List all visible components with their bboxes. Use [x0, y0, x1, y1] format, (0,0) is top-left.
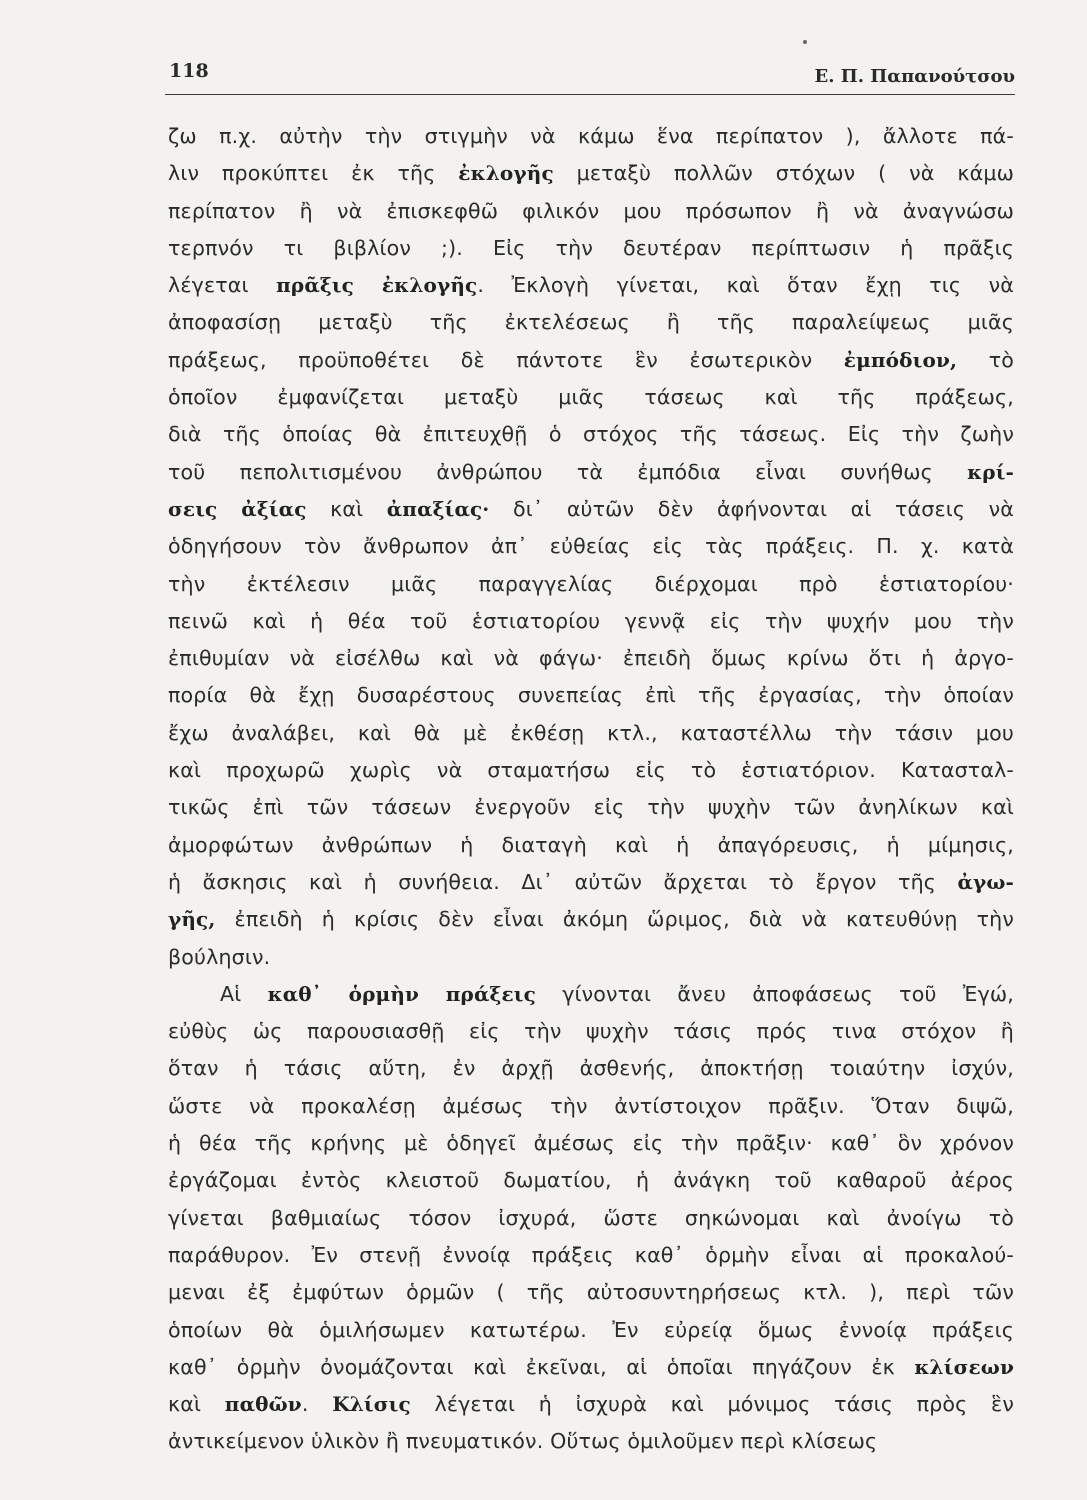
- text-line: [168, 1237, 1014, 1274]
- bold-term: ἀγω-: [957, 869, 1014, 894]
- text-span: διὰ τῆς ὁποίας θὰ ἐπιτευχθῇ ὁ στόχος τῆς τάσεως. Εἰς τὴν ζωὴν: [168, 422, 1014, 447]
- text-span: καὶ: [168, 1392, 225, 1417]
- text-span: πεινῶ καὶ ἡ θέα τοῦ ἑστιατορίου γεννᾷ εἰς τὴν ψυχήν μου τὴν: [168, 608, 1014, 633]
- text-line: [168, 491, 1014, 528]
- text-span: ὅταν ἡ τάσις αὕτη, ἐν ἀρχῇ ἀσθενής, ἀποκτήσῃ τοιαύτην ἰσχύν,: [168, 1056, 1014, 1081]
- text-line: [168, 827, 1014, 864]
- bold-term: καθ᾽ ὁρμὴν πράξεις: [267, 981, 536, 1006]
- text-span: τὴν ἐκτέλεσιν μιᾶς παραγγελίας διέρχομαι πρὸ ἑστιατορίου·: [168, 571, 1014, 596]
- text-span: ζω π.χ. αὐτὴν τὴν στιγμὴν νὰ κάμω ἕνα περίπατον ), ἄλλοτε πά-: [168, 124, 1014, 148]
- bold-term: πρᾶξις ἐκλογῆς: [276, 273, 478, 298]
- page-number: 118: [169, 60, 209, 82]
- text-span: καὶ προχωρῶ χωρὶς νὰ σταματήσω εἰς τὸ ἑστιατόριον. Κατασταλ-: [168, 758, 1014, 783]
- bold-term: παθῶν: [224, 1392, 302, 1417]
- text-line: [168, 1013, 1014, 1050]
- text-line: [168, 1312, 1014, 1349]
- text-span: γίνεται βαθμιαίως τόσον ἰσχυρά, ὥστε σηκώνομαι καὶ ἀνοίγω τὸ: [168, 1205, 1014, 1230]
- text-line: [168, 677, 1014, 714]
- text-line: [168, 379, 1014, 416]
- text-line: [168, 267, 1014, 304]
- bold-term: Κλίσις: [332, 1392, 411, 1417]
- bold-term: κρί-: [967, 459, 1014, 484]
- running-head-author: Ε. Π. Παπανούτσου: [814, 66, 1015, 87]
- text-line: [168, 1386, 1014, 1423]
- text-span: . Ἐκλογὴ γίνεται, καὶ ὅταν ἔχῃ τις νὰ: [477, 273, 1014, 298]
- text-line: [168, 342, 1014, 379]
- text-span: τικῶς ἐπὶ τῶν τάσεων ἐνεργοῦν εἰς τὴν ψυχὴν τῶν ἀνηλίκων καὶ: [168, 795, 1014, 820]
- text-span: μεταξὺ πολλῶν στόχων ( νὰ κάμω: [553, 161, 1014, 186]
- text-span: λιν προκύπτει ἐκ τῆς: [168, 161, 459, 186]
- text-line: [168, 640, 1014, 677]
- print-speck: [803, 40, 807, 44]
- text-span: .: [301, 1392, 333, 1417]
- text-line: [168, 1423, 1014, 1460]
- text-span: ὁποίων θὰ ὁμιλήσωμεν κατωτέρω. Ἐν εὐρείᾳ ὅμως ἐννοίᾳ πράξεις: [168, 1317, 1014, 1342]
- text-line: [168, 193, 1014, 230]
- text-span: περίπατον ἢ νὰ ἐπισκεφθῶ φιλικόν μου πρόσωπον ἢ νὰ ἀναγνώσω: [168, 198, 1014, 223]
- text-line: [168, 715, 1014, 752]
- text-span: πράξεως, προϋποθέτει δὲ πάντοτε ἓν ἐσωτερικὸν: [168, 347, 844, 372]
- text-span: δι᾽ αὐτῶν δὲν ἀφήνονται αἱ τάσεις νὰ: [489, 496, 1014, 521]
- text-line: [168, 864, 1014, 901]
- text-span: ἐργάζομαι ἐντὸς κλειστοῦ δωματίου, ἡ ἀνάγκη τοῦ καθαροῦ ἀέρος: [168, 1168, 1014, 1193]
- text-span: ἀντικείμενον ὑλικὸν ἢ πνευματικόν. Οὕτως ὁμιλοῦμεν περὶ κλίσεως: [168, 1429, 878, 1454]
- text-line: [168, 155, 1014, 192]
- text-line: [168, 1200, 1014, 1237]
- text-line: [168, 230, 1014, 267]
- page-header: [165, 60, 1015, 95]
- text-span: ἀμορφώτων ἀνθρώπων ἡ διαταγὴ καὶ ἡ ἀπαγόρευσις, ἡ μίμησις,: [168, 832, 1014, 857]
- text-line: [168, 1349, 1014, 1386]
- body-text: [168, 118, 1014, 1461]
- text-line: [168, 789, 1014, 826]
- bold-term: κλίσεων: [914, 1354, 1014, 1379]
- text-line: [168, 1088, 1014, 1125]
- text-line: [168, 976, 1014, 1013]
- text-span: ὁποῖον ἐμφανίζεται μεταξὺ μιᾶς τάσεως καὶ τῆς πράξεως,: [168, 385, 1014, 410]
- text-span: ἡ θέα τῆς κρήνης μὲ ὁδηγεῖ ἀμέσως εἰς τὴν πρᾶξιν· καθ᾽ ὃν χρόνον: [168, 1131, 1014, 1156]
- text-span: παράθυρον. Ἐν στενῇ ἐννοίᾳ πράξεις καθ᾽ ὁρμὴν εἶναι αἱ προκαλού-: [168, 1242, 1014, 1267]
- text-span: καθ᾽ ὁρμὴν ὀνομάζονται καὶ ἐκεῖναι, αἱ ὁποῖαι πηγάζουν ἐκ: [168, 1354, 915, 1379]
- text-span: ἔχω ἀναλάβει, καὶ θὰ μὲ ἐκθέσῃ κτλ., καταστέλλω τὴν τάσιν μου: [168, 720, 1014, 745]
- text-span: πορία θὰ ἔχῃ δυσαρέστους συνεπείας ἐπὶ τῆς ἐργασίας, τὴν ὁποίαν: [168, 683, 1014, 708]
- text-span: καὶ: [306, 496, 387, 521]
- text-span: ἀποφασίσῃ μεταξὺ τῆς ἐκτελέσεως ἢ τῆς παραλείψεως μιᾶς: [168, 310, 1014, 335]
- text-span: γίνονται ἄνευ ἀποφάσεως τοῦ Ἐγώ,: [535, 981, 1015, 1006]
- text-span: τερπνόν τι βιβλίον ;). Εἰς τὴν δευτέραν περίπτωσιν ἡ πρᾶξις: [168, 235, 1014, 260]
- text-line: [168, 454, 1014, 491]
- text-line: [168, 1274, 1014, 1311]
- text-span: ἐπιθυμίαν νὰ εἰσέλθω καὶ νὰ φάγω· ἐπειδὴ ὅμως κρίνω ὅτι ἡ ἀργο-: [168, 646, 1014, 671]
- text-span: ὁδηγήσουν τὸν ἄνθρωπον ἀπ᾽ εὐθείας εἰς τὰς πράξεις. Π. χ. κατὰ: [168, 534, 1014, 559]
- text-span: λέγεται: [168, 273, 277, 298]
- text-span: ἐπειδὴ ἡ κρίσις δὲν εἶναι ἀκόμη ὥριμος, διὰ νὰ κατευθύνῃ τὴν: [215, 907, 1014, 932]
- bold-term: ἐμπόδιον,: [843, 347, 958, 372]
- text-line: [168, 901, 1014, 938]
- text-line: [168, 416, 1014, 453]
- text-line: [168, 1050, 1014, 1087]
- text-line: [168, 1125, 1014, 1162]
- text-line: [168, 118, 1014, 155]
- text-line: [168, 566, 1014, 603]
- text-span: λέγεται ἡ ἰσχυρὰ καὶ μόνιμος τάσις πρὸς ἓν: [410, 1392, 1014, 1417]
- text-span: Αἱ: [220, 981, 268, 1006]
- text-span: μεναι ἐξ ἐμφύτων ὁρμῶν ( τῆς αὐτοσυντηρήσεως κτλ. ), περὶ τῶν: [168, 1280, 1014, 1305]
- text-line: [168, 939, 1014, 976]
- text-span: ἡ ἄσκησις καὶ ἡ συνήθεια. Δι᾽ αὐτῶν ἄρχεται τὸ ἔργον τῆς: [168, 869, 958, 894]
- bold-term: ἀπαξίας·: [386, 496, 490, 521]
- text-span: τοῦ πεπολιτισμένου ἀνθρώπου τὰ ἐμπόδια εἶναι συνήθως: [168, 459, 968, 484]
- text-line: [168, 304, 1014, 341]
- text-line: [168, 603, 1014, 640]
- text-span: ὥστε νὰ προκαλέσῃ ἀμέσως τὴν ἀντίστοιχον πρᾶξιν. Ὅταν διψῶ,: [168, 1093, 1014, 1118]
- bold-term: γῆς,: [168, 907, 216, 932]
- text-line: [168, 528, 1014, 565]
- text-span: εὐθὺς ὡς παρουσιασθῇ εἰς τὴν ψυχὴν τάσις πρός τινα στόχον ἢ: [168, 1019, 1014, 1044]
- text-line: [168, 752, 1014, 789]
- bold-term: σεις ἀξίας: [168, 496, 307, 521]
- text-span: τὸ: [957, 347, 1014, 372]
- text-line: [168, 1162, 1014, 1199]
- bold-term: ἐκλογῆς: [458, 161, 554, 186]
- text-span: βούλησιν.: [168, 944, 271, 969]
